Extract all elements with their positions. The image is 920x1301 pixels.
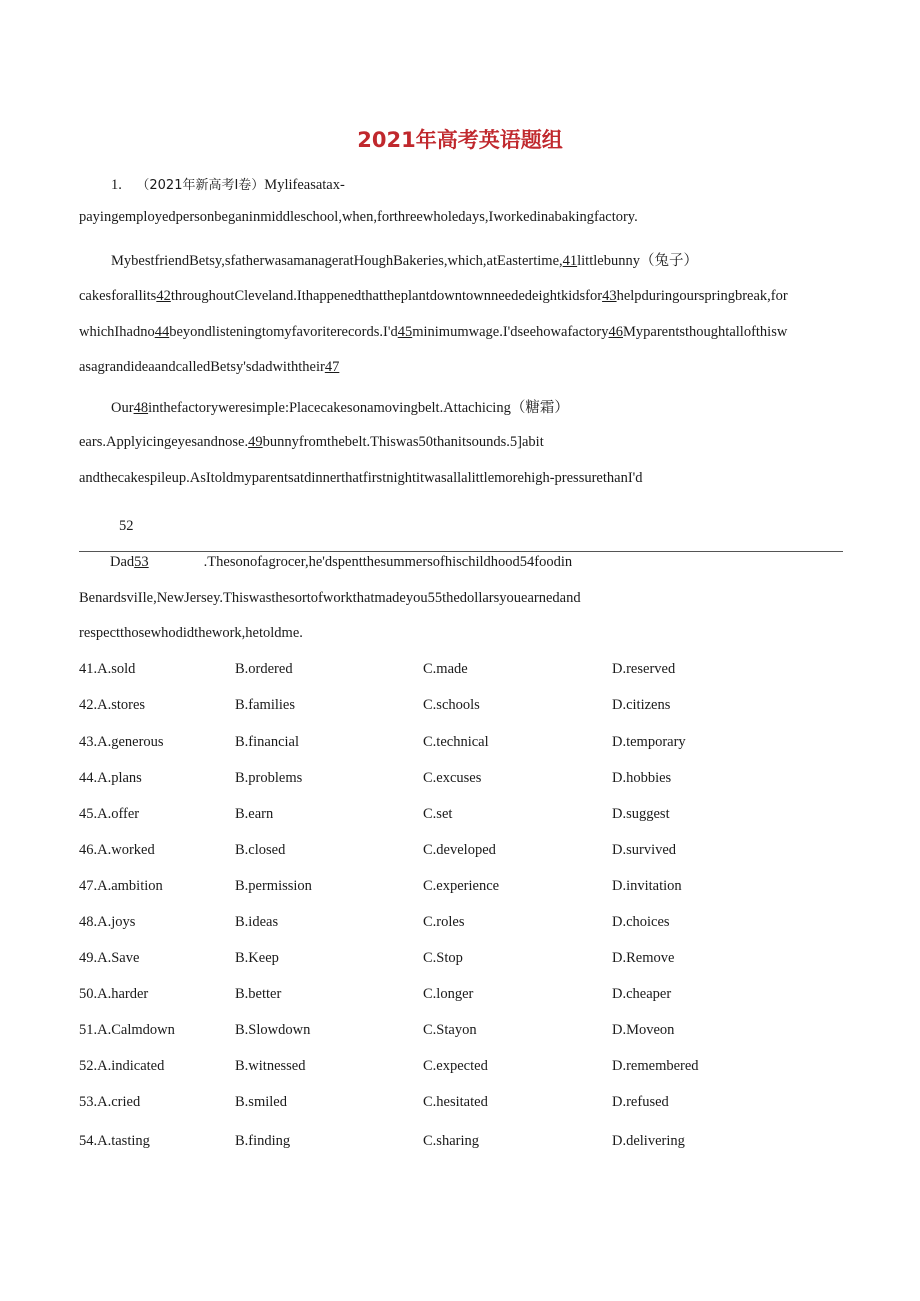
text-span: bunnyfromthebelt.Thiswas50thanitsounds.5]abit <box>262 434 544 450</box>
option-b: B.witnessed <box>235 1058 306 1074</box>
passage-line: Mylifeasatax- <box>264 177 345 193</box>
option-a: 44.A.plans <box>79 770 142 786</box>
question-header <box>111 174 345 194</box>
question-number: 1. <box>111 177 122 193</box>
passage-line: respectthosewhodidthework,hetoldme. <box>79 625 303 641</box>
page-title: 2021年高考英语题组 <box>357 128 563 152</box>
passage-line <box>111 396 569 417</box>
option-b: B.smiled <box>235 1094 287 1110</box>
option-c: C.technical <box>423 734 489 750</box>
option-row <box>79 734 799 754</box>
text-span: whichIhadno <box>79 324 155 340</box>
blank-41: 41 <box>562 253 578 269</box>
text-span: minimumwage.I'dseehowafactory <box>412 324 609 340</box>
option-c: C.sharing <box>423 1133 479 1149</box>
option-c: C.experience <box>423 878 500 894</box>
option-a: 50.A.harder <box>79 986 149 1002</box>
passage-line <box>110 554 572 571</box>
option-b: B.financial <box>235 734 300 750</box>
option-b: B.closed <box>235 842 286 858</box>
option-b: B.ideas <box>235 914 279 930</box>
blank-46: 46 <box>608 324 623 340</box>
option-row <box>79 914 799 934</box>
option-c: C.expected <box>423 1058 488 1074</box>
option-row <box>79 1094 799 1114</box>
text-span: asagrandideaandcalledBetsy'sdadwiththeir <box>79 359 325 375</box>
option-d: D.Moveon <box>612 1022 675 1038</box>
option-c: C.developed <box>423 842 496 858</box>
option-a: 45.A.offer <box>79 806 140 822</box>
option-d: D.refused <box>612 1094 669 1110</box>
option-row <box>79 842 799 862</box>
option-d: D.suggest <box>612 806 670 822</box>
option-a: 53.A.cried <box>79 1094 141 1110</box>
text-span: inthefactoryweresimple:Placecakesonamovingbelt.Attachicing（糖霜） <box>148 400 569 416</box>
option-b: B.problems <box>235 770 303 786</box>
option-c: C.longer <box>423 986 474 1002</box>
option-c: C.excuses <box>423 770 482 786</box>
option-row <box>79 806 799 826</box>
text-span: .Thesonofagrocer,he'dspentthesummersofhischildhood54foodin <box>203 554 573 570</box>
passage-line <box>79 434 544 451</box>
option-row <box>79 986 799 1006</box>
option-d: D.hobbies <box>612 770 672 786</box>
blank-44: 44 <box>154 324 170 340</box>
option-d: D.invitation <box>612 878 682 894</box>
option-c: C.hesitated <box>423 1094 488 1110</box>
option-a: 48.A.joys <box>79 914 136 930</box>
option-d: D.citizens <box>612 697 671 713</box>
blank-48: 48 <box>133 400 149 416</box>
option-a: 41.A.sold <box>79 661 136 677</box>
option-a: 47.A.ambition <box>79 878 163 894</box>
blank-53: 53 <box>134 554 149 570</box>
option-a: 51.A.Calmdown <box>79 1022 175 1038</box>
option-d: D.cheaper <box>612 986 672 1002</box>
option-row <box>79 878 799 898</box>
option-a: 43.A.generous <box>79 734 164 750</box>
text-span: Our <box>111 400 134 416</box>
option-b: B.ordered <box>235 661 293 677</box>
blank-47: 47 <box>324 359 340 375</box>
option-b: B.earn <box>235 806 274 822</box>
option-row <box>79 697 799 717</box>
passage-line <box>79 288 788 305</box>
text-span: Dad <box>110 554 135 570</box>
option-row <box>79 1058 799 1078</box>
text-span: cakesforallits <box>79 288 157 304</box>
passage-line <box>79 359 339 376</box>
option-c: C.made <box>423 661 468 677</box>
option-d: D.Remove <box>612 950 675 966</box>
option-b: B.Slowdown <box>235 1022 311 1038</box>
blank-42: 42 <box>156 288 171 304</box>
option-d: D.delivering <box>612 1133 685 1149</box>
option-b: B.families <box>235 697 296 713</box>
text-span: throughoutCleveland.Ithappenedthattheplantdowntownneededeightkidsfor <box>170 288 603 304</box>
option-a: 46.A.worked <box>79 842 155 858</box>
text-span: littlebunny（兔子） <box>577 253 698 269</box>
blank-43: 43 <box>602 288 617 304</box>
option-b: B.better <box>235 986 282 1002</box>
text-span: ears.Applyicingeyesandnose. <box>79 434 249 450</box>
option-a: 42.A.stores <box>79 697 146 713</box>
option-b: B.Keep <box>235 950 279 966</box>
option-d: D.choices <box>612 914 670 930</box>
option-row <box>79 1022 799 1042</box>
text-span: MybestfriendBetsy,sfatherwasamanageratHoughBakeries,which,atEastertime, <box>111 253 563 269</box>
option-b: B.finding <box>235 1133 291 1149</box>
blank-49: 49 <box>248 434 263 450</box>
option-a: 49.A.Save <box>79 950 140 966</box>
passage-line: payingemployedpersonbeganinmiddleschool,when,forthreewholedays,Iworkedinabakingfactory. <box>79 209 638 225</box>
passage-line <box>79 324 787 341</box>
option-c: C.set <box>423 806 453 822</box>
option-c: C.Stop <box>423 950 463 966</box>
option-row <box>79 770 799 790</box>
option-row <box>79 661 799 681</box>
blank-45: 45 <box>397 324 413 340</box>
text-span: beyondlisteningtomyfavoriterecords.I'd <box>169 324 398 340</box>
option-c: C.roles <box>423 914 465 930</box>
option-c: C.Stayon <box>423 1022 477 1038</box>
option-d: D.survived <box>612 842 677 858</box>
option-a: 52.A.indicated <box>79 1058 165 1074</box>
option-b: B.permission <box>235 878 312 894</box>
passage-line: andthecakespileup.AsItoldmyparentsatdinnerthatfirstnightitwasallalittlemorehigh-pressurethanI'd <box>79 470 643 486</box>
option-d: D.remembered <box>612 1058 699 1074</box>
text-span: helpduringourspringbreak,for <box>616 288 788 304</box>
passage-line: 52 <box>119 518 134 534</box>
text-span: Myparentsthoughtallofthisw <box>623 324 788 340</box>
passage-line: BenardsviIle,NewJersey.Thiswasthesortofworkthatmadeyou55thedollarsyouearnedand <box>79 590 581 606</box>
option-a: 54.A.tasting <box>79 1133 150 1149</box>
passage-line <box>111 249 698 270</box>
option-row <box>79 1133 799 1153</box>
option-c: C.schools <box>423 697 480 713</box>
option-row <box>79 950 799 970</box>
question-source: （2021年新高考Ⅰ卷） <box>136 178 265 193</box>
option-d: D.temporary <box>612 734 686 750</box>
option-d: D.reserved <box>612 661 676 677</box>
divider-line <box>79 551 843 552</box>
